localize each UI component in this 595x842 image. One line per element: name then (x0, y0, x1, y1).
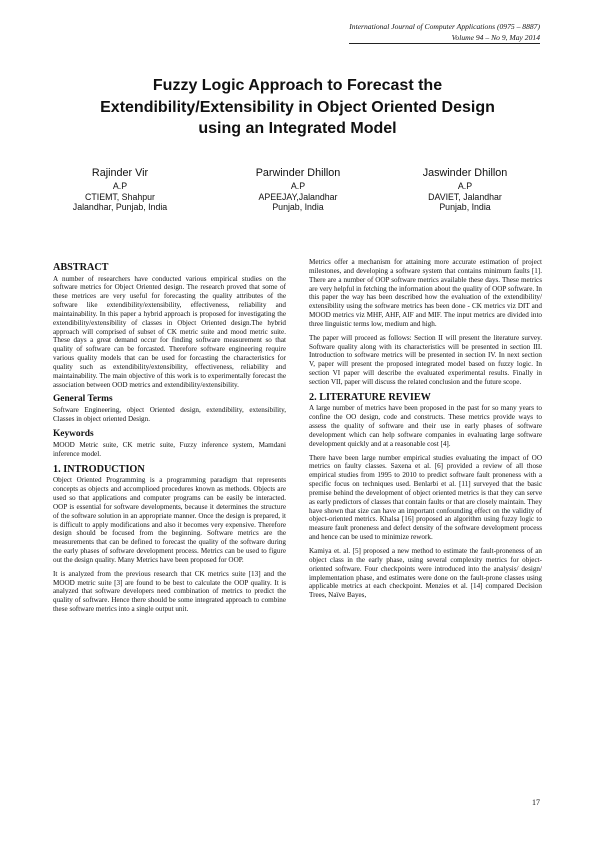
general-terms-text: Software Engineering, object Oriented design, extendibility, extensibility, Classes in object oriented Design. (53, 406, 286, 424)
right-column (309, 258, 542, 605)
literature-paragraph-2: There have been large number empirical studies evaluating the impact of OO metrics on faulty classes. Saxena et al. [6] provided a review of all those empirical studies from 1995 to 2010 to predict software fault proneness with a specific focus on techniques used. Benlarbi et al. [11] surveyed that the basic premise behind the development of object oriented metrics is that they can serve as early predictors of classes that contain faults or that are closely maintain. They have shown that size can have an important confounding effect on the validity of object-oriented metrics. Khalsa [16] proposed an algorithm using fuzzy logic to measure fault proneness and defect density of the software development process and hence can be used to minimize rework. (309, 453, 542, 542)
author-affiliation: APEEJAY,Jalandhar (258, 191, 338, 202)
literature-paragraph-3: Kamiya et. al. [5] proposed a new method to estimate the fault-proneness of an object class in the early phase, using several complexity metrics for object-oriented software. Four checkpoints were introduced into the analysis/ design/ implementation phase, and estimates were done on the fault-prone classes using applicable metrics at each checkpoint. Menzies et al. [14] compared Decision Trees, Naïve Bayes, (309, 546, 542, 600)
author-2 (218, 166, 378, 213)
general-terms-heading: General Terms (53, 394, 113, 405)
author-3 (385, 166, 545, 213)
author-affiliation: CTIEMT, Shahpur (85, 191, 155, 202)
title-line-3: using an Integrated Model (198, 120, 397, 137)
intro-paragraph-3: Metrics offer a mechanism for attaining more accurate estimation of project milestones, and developing a software system that contains minimum faults [1]. There are a number of OOP software metrics available these days. These metrics are very helpful in fetching the information about the quality of OOP software. In this paper the way has been described how the evaluation of the extendibility/ extensibility using the software metrics has been done - CK metrics viz DIT and MOOD metrics viz MHF, AHF, AIF and MIF. The input metrics are divided into three linguistic terms low, medium and high. (309, 258, 542, 328)
journal-volume: Volume 94 – No 9, May 2014 (349, 33, 540, 44)
author-location: Jalandhar, Punjab, India (72, 202, 168, 212)
journal-name: International Journal of Computer Applications (0975 – 8887) (349, 22, 540, 31)
author-location: Punjab, India (439, 202, 491, 212)
author-location: Punjab, India (272, 202, 324, 212)
literature-review-heading: 2. LITERATURE REVIEW (309, 391, 431, 403)
title-line-2: Extendibility/Extensibility in Object Oriented Design (100, 98, 495, 116)
introduction-paragraph-2: It is analyzed from the previous research that CK metrics suite [13] and the MOOD metric suite [3] are found to be best to calculate the OOP quality. It is analyzed that software developers need combination of metrics to predict the quality of software. Hence there should be some integrated approach to combine these software metrics into a single output unit. (53, 569, 286, 614)
journal-header (349, 22, 540, 44)
page-number: 17 (532, 798, 540, 807)
abstract-heading: ABSTRACT (53, 262, 109, 273)
author-1 (40, 166, 200, 213)
title-line-1: Fuzzy Logic Approach to Forecast the (152, 77, 443, 94)
introduction-paragraph-1: Object Oriented Programming is a programming paradigm that represents concepts as objects and accomplioed procedures known as methods. Objects are used so that applications and computer programs can be easily be interacted. OOP is essential for software developments, because it determines the structure of the software solution in an appropriate manner. Once the design is prepared, it is difficult to apply modifications and also it becomes very expensive. Therefore design should be focused from the beginning. Software metrics are the measurements that can be defined to forecast the quality of the software during the early phases of software development process. Metrics can be used to figure out the design quality. Many Metrics have been proposed for OOP. (53, 476, 286, 564)
author-name: Jaswinder Dhillon (422, 167, 508, 179)
left-column (53, 258, 286, 619)
author-affiliation: DAVIET, Jalandhar (428, 191, 502, 202)
intro-paragraph-4: The paper will proceed as follows: Section II will present the literature survey. Software quality along with its characteristics will be presented in section III. Introduction to software metrics will be presented in section IV. In next section V, paper will present the proposed integrated model based on fuzzy logic. In section VI paper will describe the evaluated experimental results. Finally in section VII, paper will discuss the related conclusion and the future scope. (309, 333, 542, 386)
author-role: A.P (290, 181, 306, 191)
introduction-heading: 1. INTRODUCTION (53, 463, 145, 475)
author-role: A.P (457, 181, 473, 191)
author-name: Rajinder Vir (91, 167, 149, 179)
keywords-heading: Keywords (53, 429, 94, 440)
keywords-text: MOOD Metric suite, CK metric suite, Fuzzy inference system, Mamdani inference model. (53, 441, 286, 458)
author-name: Parwinder Dhillon (255, 167, 341, 179)
paper-title (60, 75, 535, 140)
literature-paragraph-1: A large number of metrics have been proposed in the past for so many years to confine the OO design, code and constructs. These metrics provide ways to assess the quality of software and their use in early phases of software development which can help software companies in evaluating large software development quickly and at a reasonable cost [4]. (309, 404, 542, 448)
abstract-text: A number of researchers have conducted various empirical studies on the software metrics for Object Oriented design. The research proved that some of these metrices are very useful for forecasting the quality attributes of the software like extendibility/extensibility, effectiveness, reliability and maintainability. In this paper a hybrid approach is proposed for investigating the extendibility/extensibility of classes in Object Oriented design.The hybrid approach will comprised of subset of CK metric suite and mood metric suite. These days a great demand occur for finding software measurement so that quality of software can be forcasted. Therefore software engineering require various quality models that can be used for forcasting the characteristics for quality such as extendibility/extensibility, effectiveness, reliability and maintainability. The main objective of this work is to experimentally forecast the association between OOD metrics and extendibility/extensibility. (53, 274, 286, 389)
author-role: A.P (112, 181, 128, 191)
